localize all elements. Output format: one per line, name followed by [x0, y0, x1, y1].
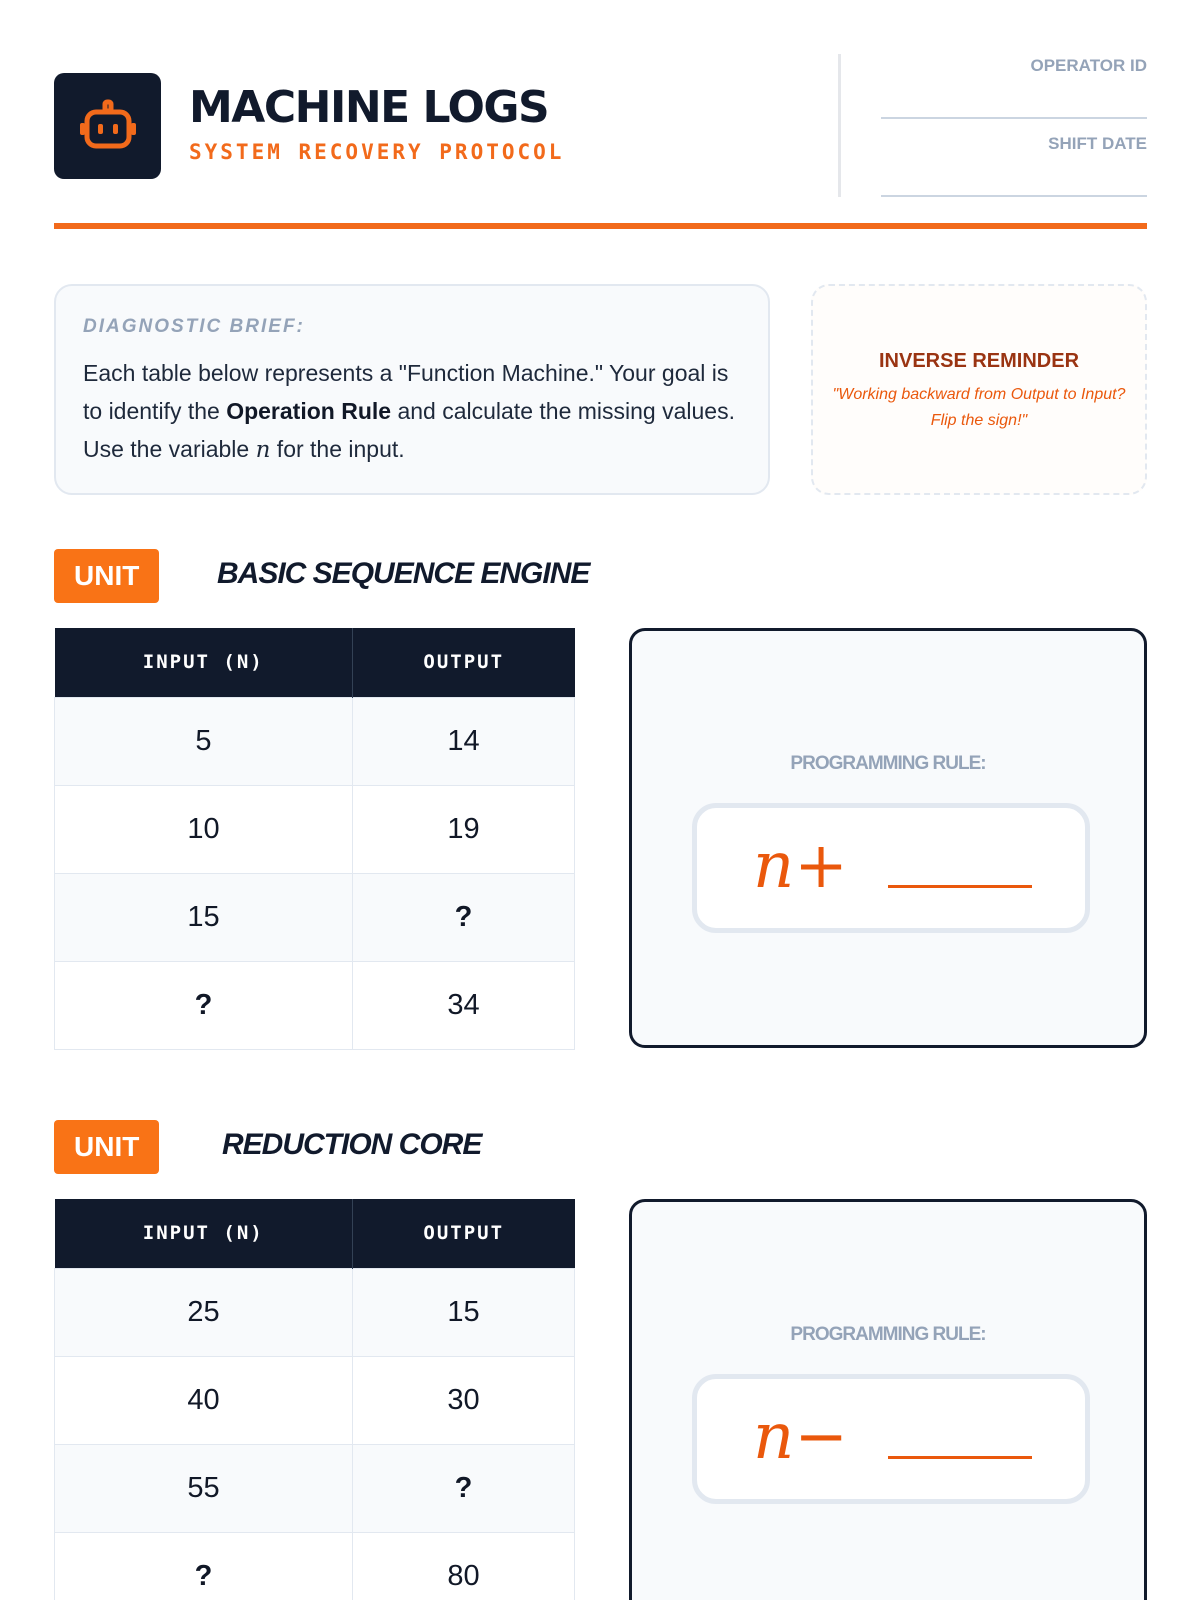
reminder-quote-line: "Working backward from Output to Input?	[832, 386, 1126, 403]
table-row	[55, 1268, 575, 1356]
unit-02-table	[54, 1199, 575, 1600]
table-row	[55, 1532, 575, 1600]
table-row	[55, 1356, 575, 1444]
reminder-title: INVERSE REMINDER	[878, 350, 1080, 372]
reminder-quote	[813, 382, 1145, 434]
table-row	[55, 1444, 575, 1532]
unit-01-rule-panel	[629, 628, 1147, 1048]
header-divider	[838, 54, 841, 197]
table-row	[55, 785, 575, 873]
input-cell: 10	[55, 785, 353, 873]
output-cell: 19	[353, 785, 575, 873]
input-cell: 40	[55, 1356, 353, 1444]
rule-box	[692, 1374, 1090, 1504]
header-rule	[54, 223, 1147, 229]
output-cell: 80	[353, 1532, 575, 1600]
table-row	[55, 873, 575, 961]
unit-title: REDUCTION CORE	[222, 1128, 482, 1161]
rule-answer-blank[interactable]	[888, 885, 1032, 888]
operator-id-label: OPERATOR ID	[1030, 56, 1147, 75]
table-row	[55, 697, 575, 785]
rule-variable: n	[753, 829, 795, 903]
reminder-quote-line: Flip the sign!"	[930, 412, 1028, 429]
input-cell: 15	[55, 873, 353, 961]
rule-operator: −	[794, 1400, 848, 1474]
rule-answer-blank[interactable]	[888, 1456, 1032, 1459]
table-row	[55, 961, 575, 1049]
output-cell: 15	[353, 1268, 575, 1356]
brief-text-part: Each table below represents a "Function Machine." Your goal is to identify the	[83, 360, 729, 424]
unit-02-rule-panel	[629, 1199, 1147, 1600]
shift-date-label: SHIFT DATE	[1048, 134, 1147, 153]
column-header-output: OUTPUT	[353, 1199, 575, 1268]
page-title: MACHINE LOGS	[189, 82, 549, 133]
input-cell-missing[interactable]: ?	[55, 1532, 353, 1600]
output-cell: 30	[353, 1356, 575, 1444]
rule-variable: n	[753, 1400, 795, 1474]
diagnostic-brief	[54, 284, 770, 495]
brief-emphasis: Operation Rule	[226, 398, 392, 424]
brief-label: DIAGNOSTIC BRIEF:	[83, 316, 305, 337]
output-cell-missing[interactable]: ?	[353, 1444, 575, 1532]
rule-box	[692, 803, 1090, 933]
rule-operator: +	[794, 829, 848, 903]
operator-id-field[interactable]	[881, 117, 1147, 119]
brief-variable: n	[255, 437, 271, 463]
rule-expression	[753, 830, 848, 902]
rule-expression	[753, 1401, 848, 1473]
logo	[54, 73, 161, 179]
rule-label: PROGRAMMING RULE:	[790, 1324, 986, 1345]
brief-text-part: for the input.	[270, 436, 405, 462]
input-cell: 5	[55, 697, 353, 785]
output-cell: 34	[353, 961, 575, 1049]
unit-title: BASIC SEQUENCE ENGINE	[217, 557, 590, 590]
unit-badge: UNIT	[54, 549, 159, 603]
column-header-input: INPUT (N)	[55, 628, 353, 697]
input-cell-missing[interactable]: ?	[55, 961, 353, 1049]
shift-date-field[interactable]	[881, 195, 1147, 197]
column-header-output: OUTPUT	[353, 628, 575, 697]
input-cell: 25	[55, 1268, 353, 1356]
unit-01-table	[54, 628, 575, 1050]
output-cell: 14	[353, 697, 575, 785]
page-header	[54, 54, 1147, 199]
column-header-input: INPUT (N)	[55, 1199, 353, 1268]
brief-text-part: and calculate the missing values. Use the variable	[83, 398, 735, 462]
page-subtitle: SYSTEM RECOVERY PROTOCOL	[189, 140, 565, 164]
inverse-reminder	[811, 284, 1147, 495]
brief-text	[83, 354, 743, 469]
output-cell-missing[interactable]: ?	[353, 873, 575, 961]
rule-label: PROGRAMMING RULE:	[790, 753, 986, 774]
robot-icon	[78, 98, 138, 154]
unit-badge: UNIT	[54, 1120, 159, 1174]
input-cell: 55	[55, 1444, 353, 1532]
